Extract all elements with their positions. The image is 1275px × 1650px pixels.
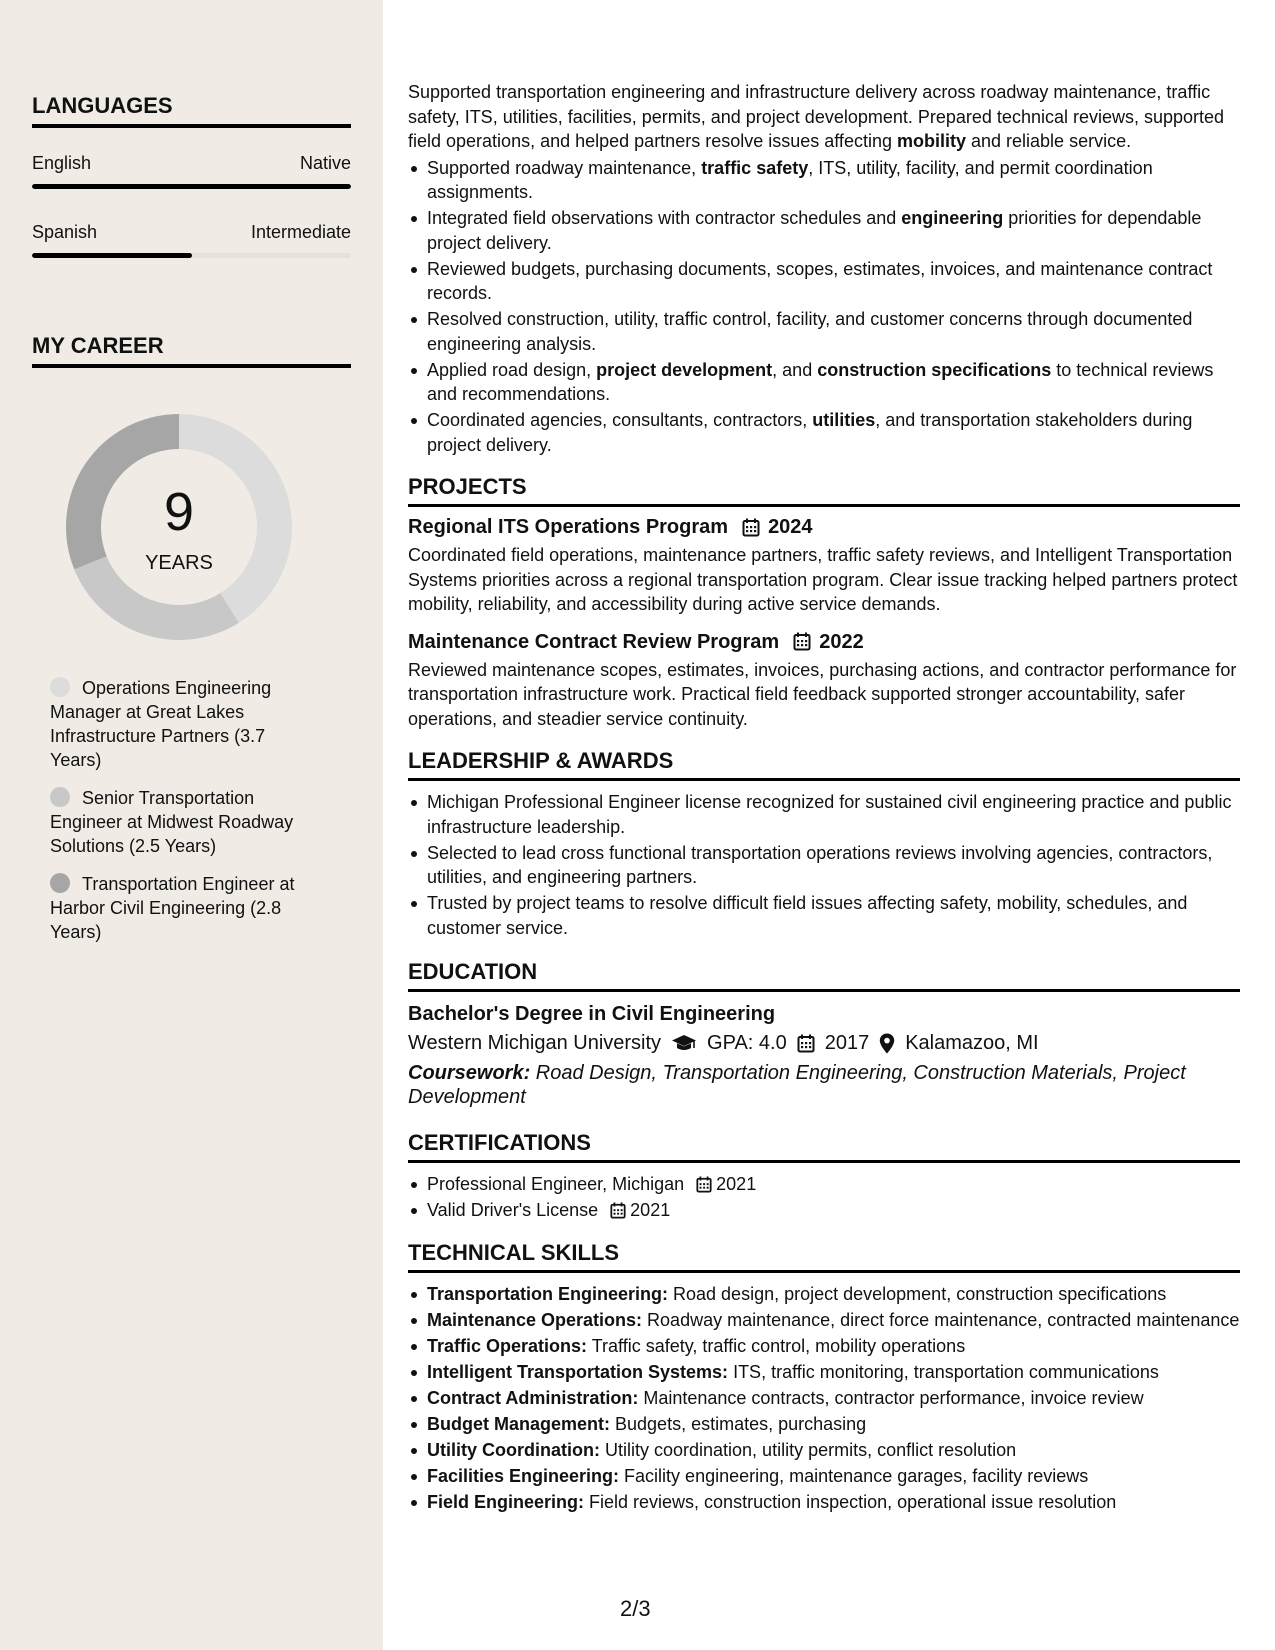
school-name: Western Michigan University (408, 1032, 662, 1054)
language-bar (32, 253, 351, 258)
language-bar-fill (32, 253, 192, 258)
language-name: Spanish (32, 222, 98, 242)
calendar-icon (797, 1034, 815, 1053)
leadership-title: LEADERSHIP & AWARDS (408, 747, 1240, 781)
calendar-icon (742, 518, 760, 537)
bullet-item: Resolved construction, utility, traffic control, facility, and customer concerns through documented engineering analysis. (408, 307, 1240, 356)
certification-item (408, 1198, 1240, 1223)
leadership-item: Michigan Professional Engineer license recognized for sustained civil engineering practice and public infrastructure leadership. (408, 790, 1240, 839)
map-pin-icon (879, 1033, 895, 1054)
experience-bullets (408, 156, 1240, 458)
project-title (408, 629, 1240, 655)
career-legend-item (50, 872, 320, 944)
bullet-item: Reviewed budgets, purchasing documents, scopes, estimates, invoices, and maintenance contract records. (408, 257, 1240, 306)
summary-text: and reliable service. (966, 131, 1132, 151)
certifications-list (408, 1172, 1240, 1223)
project-name: Regional ITS Operations Program (408, 516, 729, 538)
languages-title: LANGUAGES (32, 92, 351, 128)
skill-category: Facilities Engineering: (427, 1465, 620, 1486)
skill-category: Contract Administration: (427, 1387, 639, 1408)
skill-item (408, 1308, 1240, 1333)
skill-values: Facility engineering, maintenance garages, facility reviews (619, 1465, 1089, 1486)
main-content (408, 80, 1240, 1516)
coursework (408, 1061, 1240, 1109)
leadership-item: Selected to lead cross functional transportation operations reviews involving agencies, contractors, utilities, and engineering partners. (408, 841, 1240, 890)
skill-values: Utility coordination, utility permits, conflict resolution (599, 1439, 1017, 1460)
legend-label: Transportation Engineer at Harbor Civil Engineering (2.8 Years) (50, 874, 295, 942)
language-row (32, 220, 351, 244)
summary-text: Supported transportation engineering and infrastructure delivery across roadway maintenance, traffic safety, ITS, utilities, facilities, permits, and project development. Prepared technical reviews, supported field operations, and helped partners resolve issues affecting (408, 82, 1225, 151)
skill-item (408, 1490, 1240, 1515)
school-location: Kalamazoo, MI (905, 1032, 1039, 1054)
summary-paragraph (408, 80, 1240, 154)
skill-values: Field reviews, construction inspection, operational issue resolution (584, 1491, 1117, 1512)
certification-year: 2021 (630, 1200, 671, 1220)
bullet-item: Integrated field observations with contractor schedules and engineering priorities for dependable project delivery. (408, 206, 1240, 255)
skill-item (408, 1412, 1240, 1437)
skill-item (408, 1464, 1240, 1489)
calendar-icon (696, 1176, 712, 1193)
gpa: GPA: 4.0 (707, 1032, 787, 1054)
bullet-item: Applied road design, project development, and construction specifications to technical reviews and recommendations. (408, 358, 1240, 407)
education-details (408, 1029, 1240, 1057)
skill-item (408, 1360, 1240, 1385)
skill-values: Roadway maintenance, direct force maintenance, contracted maintenance (642, 1309, 1240, 1330)
certification-name: Professional Engineer, Michigan (427, 1174, 685, 1194)
bullet-item: Supported roadway maintenance, traffic safety, ITS, utility, facility, and permit coordination assignments. (408, 156, 1240, 205)
certification-year: 2021 (716, 1174, 757, 1194)
skill-category: Transportation Engineering: (427, 1283, 669, 1304)
calendar-icon (610, 1202, 626, 1219)
skill-category: Intelligent Transportation Systems: (427, 1361, 729, 1382)
project-title (408, 514, 1240, 540)
sidebar (0, 0, 383, 1650)
skills-title: TECHNICAL SKILLS (408, 1239, 1240, 1273)
certification-name: Valid Driver's License (427, 1200, 599, 1220)
skill-values: Maintenance contracts, contractor performance, invoice review (638, 1387, 1144, 1408)
skill-category: Field Engineering: (427, 1491, 585, 1512)
career-years-value: 9 (163, 482, 195, 542)
skill-item (408, 1386, 1240, 1411)
project-year: 2022 (819, 630, 864, 653)
projects-title: PROJECTS (408, 473, 1240, 507)
skill-category: Traffic Operations: (427, 1335, 588, 1356)
career-title: MY CAREER (32, 332, 351, 368)
page-number: 2/3 (620, 1596, 651, 1621)
project-description: Coordinated field operations, maintenance partners, traffic safety reviews, and Intelligent Transportation Systems priorities across a regional transportation program. Clear issue tracking helped partners protect mobility, reliability, and accessibility during active service demands. (408, 545, 1238, 614)
calendar-icon (793, 632, 811, 651)
legend-label: Operations Engineering Manager at Great Lakes Infrastructure Partners (3.7 Years) (50, 678, 272, 770)
career-legend-item (50, 786, 320, 858)
skill-category: Maintenance Operations: (427, 1309, 643, 1330)
coursework-label: Coursework: (408, 1062, 531, 1084)
language-level: Intermediate (250, 222, 351, 242)
career-years-label: YEARS (145, 552, 213, 574)
summary-highlight: mobility (896, 131, 966, 151)
degree-title: Bachelor's Degree in Civil Engineering (408, 1003, 776, 1025)
project-description: Reviewed maintenance scopes, estimates, invoices, purchasing actions, and contractor performance for transportation infrastructure work. Practical field feedback supported stronger accountability, safer operations, and steadier service continuity. (408, 659, 1237, 729)
skill-item (408, 1282, 1240, 1307)
language-name: English (32, 153, 92, 173)
bullet-item: Coordinated agencies, consultants, contractors, utilities, and transportation stakeholders during project delivery. (408, 408, 1240, 457)
legend-swatch (50, 787, 70, 807)
legend-label: Senior Transportation Engineer at Midwest Roadway Solutions (2.5 Years) (50, 788, 294, 856)
skill-item (408, 1334, 1240, 1359)
graduation-year: 2017 (824, 1032, 870, 1054)
certifications-title: CERTIFICATIONS (408, 1129, 1240, 1163)
language-row (32, 151, 351, 175)
career-legend-item (50, 676, 320, 772)
education-title: EDUCATION (408, 958, 1240, 992)
graduation-cap-icon (671, 1033, 697, 1053)
legend-swatch (50, 873, 70, 893)
leadership-item: Trusted by project teams to resolve difficult field issues affecting safety, mobility, schedules, and customer service. (408, 891, 1240, 940)
language-bar (32, 184, 351, 189)
skill-values: Budgets, estimates, purchasing (610, 1413, 867, 1434)
leadership-list (408, 790, 1240, 940)
project-name: Maintenance Contract Review Program (408, 630, 780, 653)
skill-values: ITS, traffic monitoring, transportation communications (728, 1361, 1159, 1382)
skill-item (408, 1438, 1240, 1463)
language-level: Native (299, 153, 351, 173)
certification-item (408, 1172, 1240, 1197)
project-year: 2024 (768, 516, 813, 538)
legend-swatch (50, 677, 70, 697)
language-bar-fill (32, 184, 351, 189)
skill-values: Traffic safety, traffic control, mobility operations (587, 1335, 966, 1356)
skills-list (408, 1282, 1240, 1515)
skill-values: Road design, project development, construction specifications (668, 1283, 1167, 1304)
coursework-list: Road Design, Transportation Engineering, Construction Materials, Project Development (408, 1062, 1186, 1108)
skill-category: Budget Management: (427, 1413, 611, 1434)
skill-category: Utility Coordination: (427, 1439, 600, 1460)
career-donut (66, 414, 292, 640)
